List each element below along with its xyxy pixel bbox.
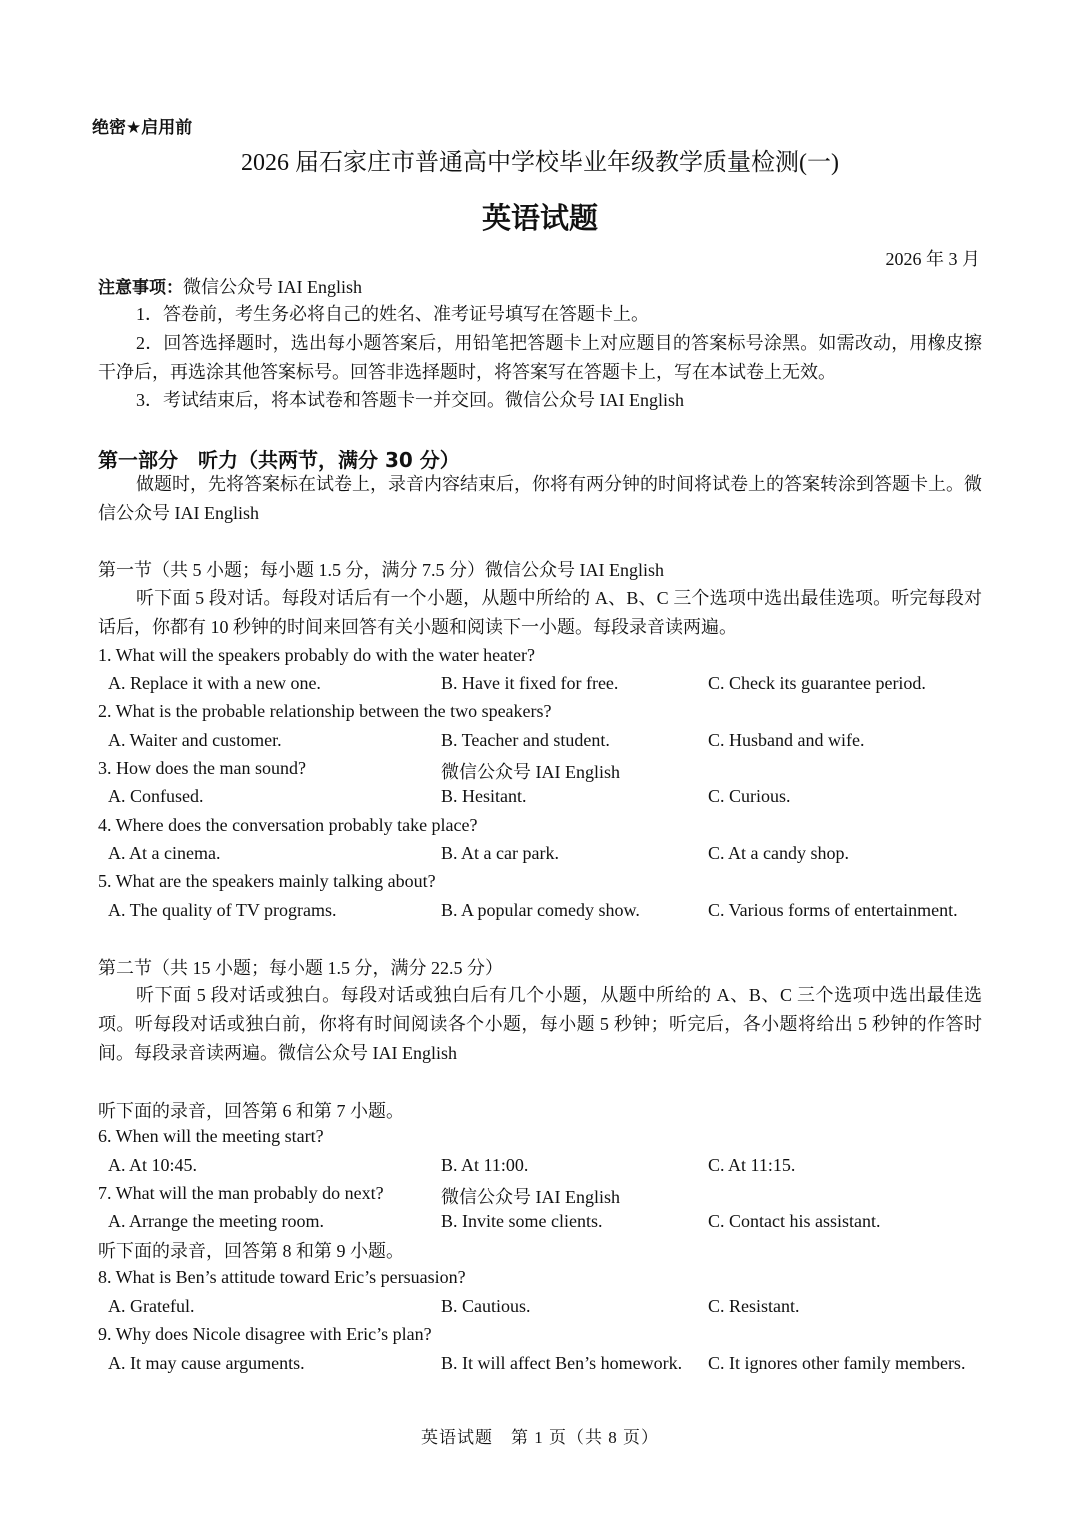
section2-intro: 听下面 5 段对话或独白。每段对话或独白后有几个小题，从题中所给的 A、B、C 三个选项中选出最佳选项。听每段对话或独白前，你将有时间阅读各个小题，每小题 5 秒钟；听完后，各小题将给出 5 秒钟的作答时间。每段录音读两遍。微信公众号 IAI English — [98, 985, 982, 1063]
question-6-option-c: C. At 11:15. — [708, 1155, 796, 1175]
question-6-option-b: B. At 11:00. — [441, 1155, 529, 1175]
page-footer: 英语试题 第 1 页（共 8 页） — [421, 1428, 659, 1447]
question-8-option-a: A. Grateful. — [108, 1296, 195, 1316]
question-9: 9. Why does Nicole disagree with Eric’s plan? — [98, 1324, 432, 1344]
question-3-option-a: A. Confused. — [108, 786, 204, 806]
notice-item-3: 3．考试结束后，将本试卷和答题卡一并交回。微信公众号 IAI English — [136, 390, 684, 410]
question-9-option-a: A. It may cause arguments. — [108, 1353, 305, 1373]
question-7-note: 微信公众号 IAI English — [441, 1187, 620, 1207]
exam-title: 2026 届石家庄市普通高中学校毕业年级教学质量检测(一) — [241, 150, 839, 176]
question-7-option-b: B. Invite some clients. — [441, 1211, 603, 1231]
section2-heading: 第二节（共 15 小题；每小题 1.5 分，满分 22.5 分） — [98, 958, 503, 978]
question-3-option-c: C. Curious. — [708, 786, 791, 806]
question-8-option-b: B. Cautious. — [441, 1296, 531, 1316]
question-4: 4. Where does the conversation probably take place? — [98, 815, 478, 835]
question-3-option-b: B. Hesitant. — [441, 786, 527, 806]
question-4-option-b: B. At a car park. — [441, 843, 559, 863]
question-1-option-b: B. Have it fixed for free. — [441, 673, 619, 693]
question-5-option-c: C. Various forms of entertainment. — [708, 900, 958, 920]
question-5: 5. What are the speakers mainly talking about? — [98, 871, 436, 891]
listen-instruction-8-9: 听下面的录音，回答第 8 和第 9 小题。 — [98, 1241, 404, 1261]
notice-label-tail: 微信公众号 IAI English — [183, 277, 362, 297]
confidential-label: 绝密★启用前 — [92, 118, 193, 138]
question-2: 2. What is the probable relationship between the two speakers? — [98, 701, 552, 721]
question-9-option-b: B. It will affect Ben’s homework. — [441, 1353, 683, 1373]
question-2-option-b: B. Teacher and student. — [441, 730, 610, 750]
question-6: 6. When will the meeting start? — [98, 1126, 324, 1146]
question-5-option-a: A. The quality of TV programs. — [108, 900, 337, 920]
question-4-option-c: C. At a candy shop. — [708, 843, 849, 863]
subject-title: 英语试题 — [481, 201, 598, 235]
question-7-option-a: A. Arrange the meeting room. — [108, 1211, 324, 1231]
question-1: 1. What will the speakers probably do with the water heater? — [98, 645, 536, 665]
section1-heading: 第一节（共 5 小题；每小题 1.5 分，满分 7.5 分）微信公众号 IAI English — [98, 560, 664, 580]
exam-date: 2026 年 3 月 — [885, 249, 980, 269]
question-5-option-b: B. A popular comedy show. — [441, 900, 640, 920]
part1-heading: 第一部分 听力（共两节，满分 30 分） — [98, 448, 460, 472]
question-2-option-a: A. Waiter and customer. — [108, 730, 282, 750]
question-1-option-c: C. Check its guarantee period. — [708, 673, 926, 693]
question-8-option-c: C. Resistant. — [708, 1296, 800, 1316]
notice-heading — [98, 273, 362, 302]
notice-item-1: 1．答卷前，考生务必将自己的姓名、准考证号填写在答题卡上。 — [136, 304, 649, 324]
question-7-option-c: C. Contact his assistant. — [708, 1211, 881, 1231]
listen-instruction-6-7: 听下面的录音，回答第 6 和第 7 小题。 — [98, 1101, 404, 1121]
notice-item-2: 2．回答选择题时，选出每小题答案后，用铅笔把答题卡上对应题目的答案标号涂黑。如需改动，用橡皮擦干净后，再选涂其他答案标号。回答非选择题时，将答案写在答题卡上，写在本试卷上无效。 — [98, 333, 982, 382]
question-1-option-a: A. Replace it with a new one. — [108, 673, 321, 693]
question-2-option-c: C. Husband and wife. — [708, 730, 865, 750]
question-8: 8. What is Ben’s attitude toward Eric’s persuasion? — [98, 1267, 466, 1287]
question-7: 7. What will the man probably do next? — [98, 1183, 384, 1203]
question-9-option-c: C. It ignores other family members. — [708, 1353, 966, 1373]
notice-label: 注意事项： — [98, 278, 183, 298]
question-3: 3. How does the man sound? — [98, 758, 306, 778]
question-6-option-a: A. At 10:45. — [108, 1155, 198, 1175]
question-4-option-a: A. At a cinema. — [108, 843, 221, 863]
section1-intro: 听下面 5 段对话。每段对话后有一个小题，从题中所给的 A、B、C 三个选项中选出最佳选项。听完每段对话后，你都有 10 秒钟的时间来回答有关小题和阅读下一小题。每段录音读两遍。 — [98, 588, 982, 637]
question-3-note: 微信公众号 IAI English — [441, 762, 620, 782]
part1-intro: 做题时，先将答案标在试卷上，录音内容结束后，你将有两分钟的时间将试卷上的答案转涂到答题卡上。微信公众号 IAI English — [98, 474, 982, 523]
